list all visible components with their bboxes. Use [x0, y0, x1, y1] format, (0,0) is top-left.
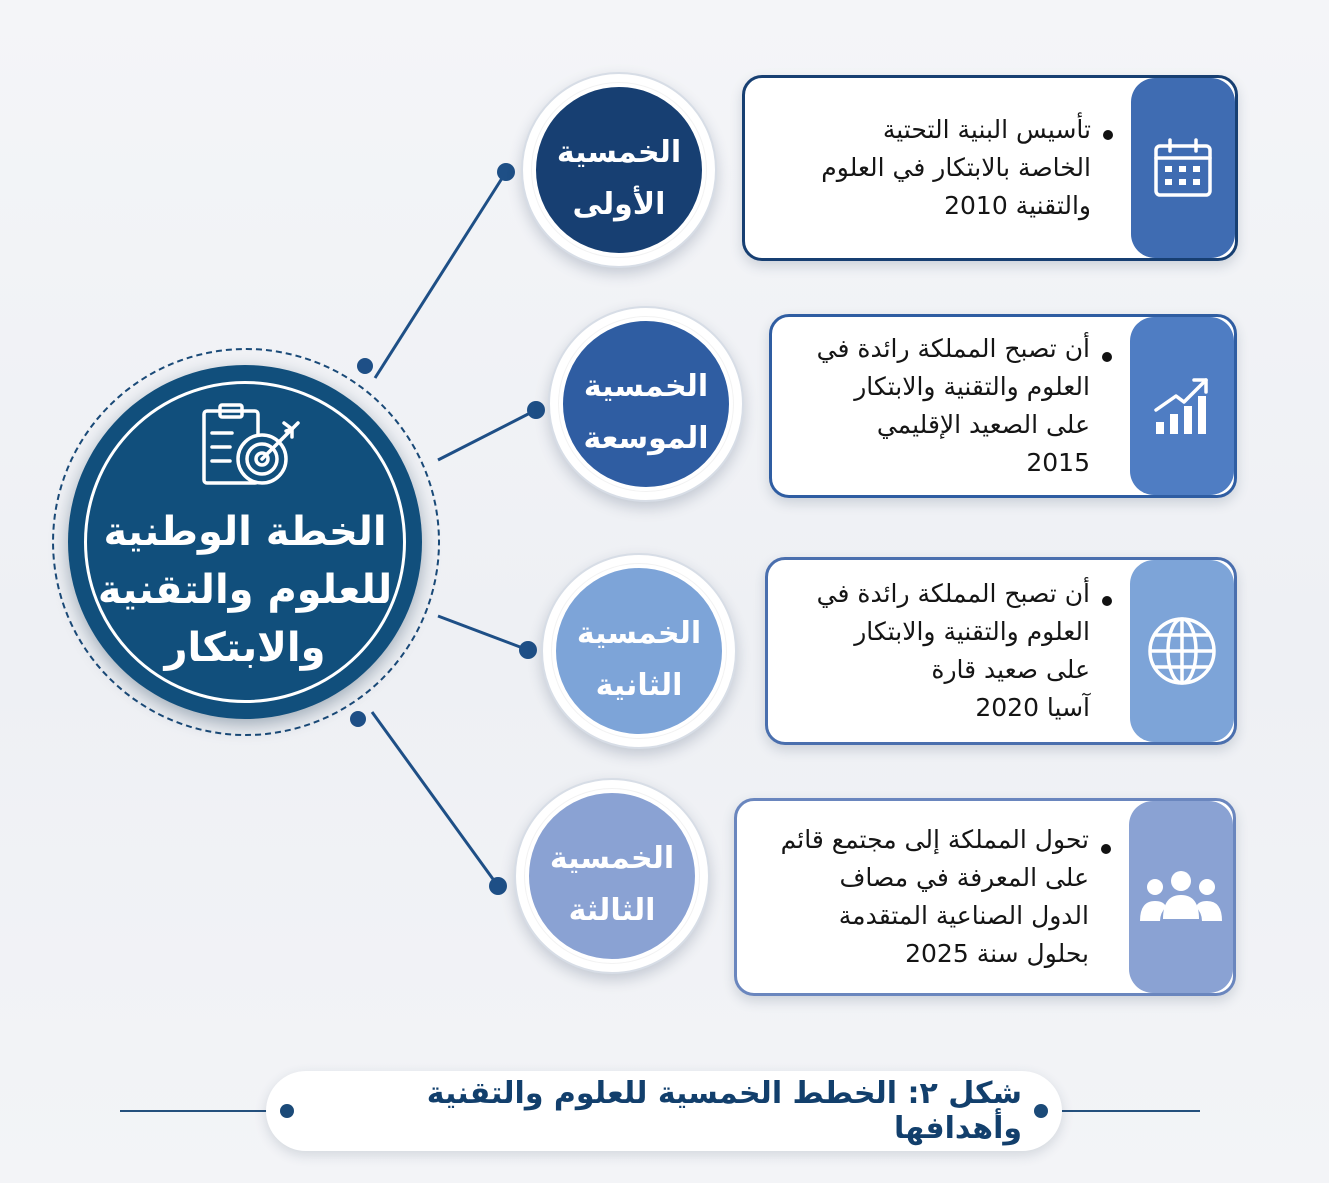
goal-card-2025-tab: [1129, 801, 1233, 993]
phase-second-label: الخمسية الثانية: [576, 616, 702, 703]
phase-third-disk: [525, 789, 699, 963]
phase-extended: [548, 306, 744, 502]
goal-card-2020: [765, 557, 1237, 745]
bullet-dot: [1102, 596, 1112, 606]
goal-text-2020: أن تصبح المملكة رائدة في العلوم والتقنية والابتكار على صعيد قارة آسيا 2020: [816, 579, 1090, 722]
connector-dot: [357, 358, 373, 374]
figure-caption: [266, 1071, 1062, 1151]
goal-card-2015: [769, 314, 1237, 498]
connector-dot: [527, 401, 545, 419]
connector-dot: [489, 877, 507, 895]
phase-second: [541, 553, 737, 749]
bullet-dot: [1103, 130, 1113, 140]
calendar-icon: [1152, 137, 1214, 199]
goal-card-2025: [734, 798, 1236, 996]
goal-text-2015: أن تصبح المملكة رائدة في العلوم والتقنية والابتكار على الصعيد الإقليمي 2015: [816, 334, 1090, 477]
goal-text-2010: تأسيس البنية التحتية الخاصة بالابتكار في العلوم والتقنية 2010: [821, 115, 1091, 220]
bullet-dot: [1101, 844, 1111, 854]
connector-dot: [350, 711, 366, 727]
central-hub: [68, 365, 422, 719]
connector-dot: [497, 163, 515, 181]
phase-first-disk: [532, 83, 706, 257]
globe-icon: [1146, 615, 1218, 687]
goal-card-2010: [742, 75, 1238, 261]
goal-card-2020-tab: [1130, 560, 1234, 742]
phase-third: [514, 778, 710, 974]
phase-extended-label: الخمسية الموسعة: [583, 369, 709, 456]
phase-third-label: الخمسية الثالثة: [549, 841, 675, 928]
phase-second-disk: [552, 564, 726, 738]
hub-title: الخطة الوطنية للعلوم والتقنية والابتكار: [97, 509, 393, 671]
caption-dot-left: [280, 1104, 294, 1118]
phase-first-label: الخمسية الأولى: [556, 135, 682, 222]
growth-chart-icon: [1150, 374, 1214, 438]
goal-card-2015-tab: [1130, 317, 1234, 495]
connector-dot: [519, 641, 537, 659]
caption-dot-right: [1034, 1104, 1048, 1118]
clipboard-target-icon: [200, 401, 300, 491]
caption-line-left: [120, 1110, 280, 1112]
goal-card-2010-tab: [1131, 78, 1235, 258]
goal-text-2025: تحول المملكة إلى مجتمع قائم على المعرفة في مصاف الدول الصناعية المتقدمة بحلول سنة 2025: [780, 825, 1089, 968]
people-group-icon: [1138, 869, 1224, 925]
phase-extended-disk: [559, 317, 733, 491]
caption-text: شكل ٢: الخطط الخمسية للعلوم والتقنية وأهدافها: [426, 1076, 1022, 1146]
bullet-dot: [1102, 352, 1112, 362]
caption-line-right: [1050, 1110, 1200, 1112]
phase-first: [521, 72, 717, 268]
